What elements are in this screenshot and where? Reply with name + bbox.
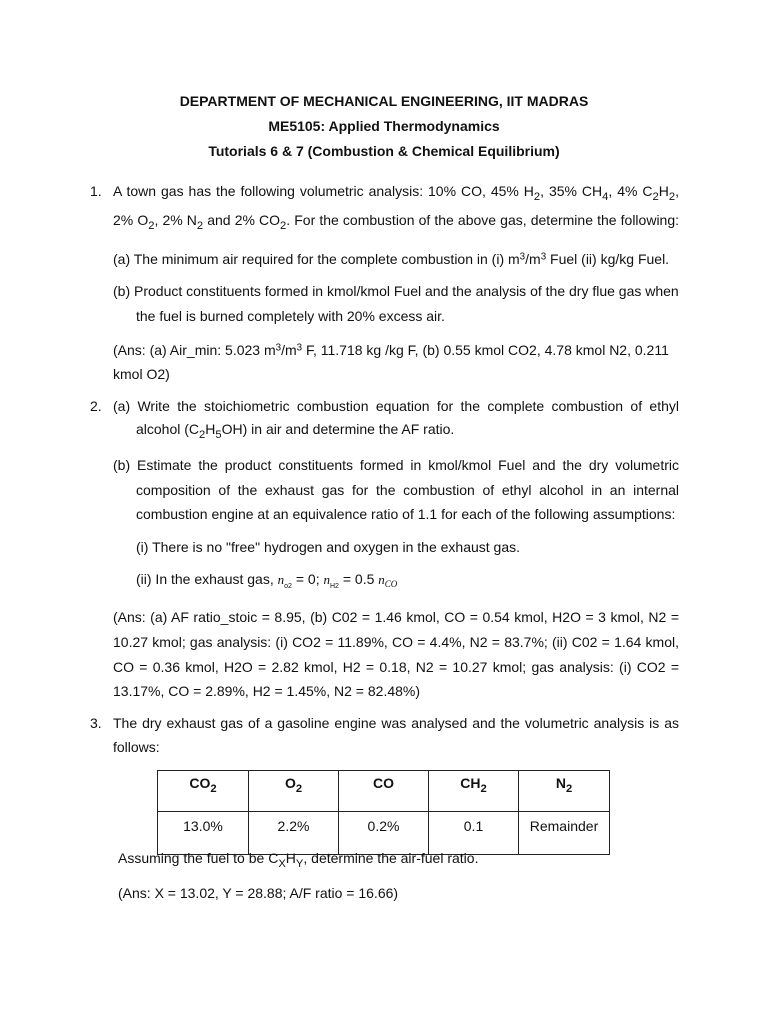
question-2-answer-line-2: 10.27 kmol; gas analysis: (i) CO2 = 11.89%, CO = 4.4%, N2 = 83.7%; (ii) C02 = 1.64 kmol, [113,634,679,650]
course-title: ME5105: Applied Thermodynamics [268,118,500,134]
table-row [158,812,610,855]
question-3-answer: (Ans: X = 13.02, Y = 28.88; A/F ratio = 16.66) [118,885,399,901]
table-header-cell: $CO_2$ [158,771,249,812]
question-2-part-b-line-1: (b) Estimate the product constituents formed in kmol/kmol Fuel and the dry volumetric [113,457,679,473]
question-2-part-b-line-3: combustion engine at an equivalence ratio of 1.1 for each of the following assumptions: [136,506,676,522]
tutorial-title: Tutorials 6 & 7 (Combustion & Chemical Equilibrium) [208,143,560,159]
question-1-answer-line-2: kmol O2) [113,366,170,382]
question-2-assumption-ii: (ii) In the exhaust gas, $n_{o2} = 0$; $n_{H2} = 0.5$ $n_{CO}$ [136,571,398,591]
question-2-part-a-line-2: alcohol $(C_2H_5OH)$ in air and determine the AF ratio. [136,421,455,441]
question-2-answer-line-3: CO = 0.36 kmol, H2O = 2.82 kmol, H2 = 0.18, N2 = 10.27 kmol; gas analysis: (i) CO2 = [113,659,679,675]
question-1-number: 1. [90,183,102,199]
question-1-answer-line-1: (Ans: (a) Air_min: 5.023 $m^3/m^3$ F, 11.718 kg /kg F, (b) 0.55 kmol CO2, 4.78 kmol N2, 0.211 [113,342,669,358]
table-cell: 0.1 [429,812,519,855]
question-3-number: 3. [90,715,102,731]
question-1-line-2: 2% $O_2$, 2% $N_2$ and 2% $CO_2$. For the combustion of the above gas, determine the following: [113,212,680,232]
gas-analysis-table [157,770,610,855]
question-1-line-1: A town gas has the following volumetric analysis: 10% CO, 45% $H_2$, 35% $CH_4$, 4% $C_2H_2$, [113,183,680,203]
table-header-cell: CO [339,771,429,812]
table-header-cell: $O_2$ [249,771,339,812]
table-header-cell: $CH_2$ [429,771,519,812]
question-3-line-1: The dry exhaust gas of a gasoline engine was analysed and the volumetric analysis is as [113,715,679,731]
table-header-row [158,771,610,812]
question-1-part-b-line-2: the fuel is burned completely with 20% excess air. [136,308,445,324]
question-2-part-b-line-2: composition of the exhaust gas for the combustion of ethyl alcohol in an internal [136,482,679,498]
question-2-assumption-i: (i) There is no "free" hydrogen and oxygen in the exhaust gas. [136,539,521,555]
question-2-number: 2. [90,398,102,414]
table-cell: Remainder [519,812,610,855]
question-1-part-b-line-1: (b) Product constituents formed in kmol/kmol Fuel and the analysis of the dry flue gas when [113,283,679,299]
table-cell: 2.2% [249,812,339,855]
question-3-line-2: follows: [113,739,160,755]
question-2-answer-line-1: (Ans: (a) AF ratio_stoic = 8.95, (b) C02 = 1.46 kmol, CO = 0.54 kmol, H2O = 3 kmol, N2 = [113,609,679,625]
table-cell: 13.0% [158,812,249,855]
table-cell: 0.2% [339,812,429,855]
question-3-assumption: Assuming the fuel to be $C_XH_Y$, determine the air-fuel ratio. [118,850,479,870]
question-2-answer-line-4: 13.17%, CO = 2.89%, H2 = 1.45%, N2 = 82.48%) [113,683,421,699]
table-header-cell: $N_2$ [519,771,610,812]
question-1-part-a: (a) The minimum air required for the complete combustion in (i) $m^3/m^3$ Fuel (ii) kg/kg Fuel. [113,251,670,267]
question-2-part-a-line-1: (a) Write the stoichiometric combustion equation for the complete combustion of ethyl [113,398,679,414]
department-heading: DEPARTMENT OF MECHANICAL ENGINEERING, IIT MADRAS [179,93,589,109]
